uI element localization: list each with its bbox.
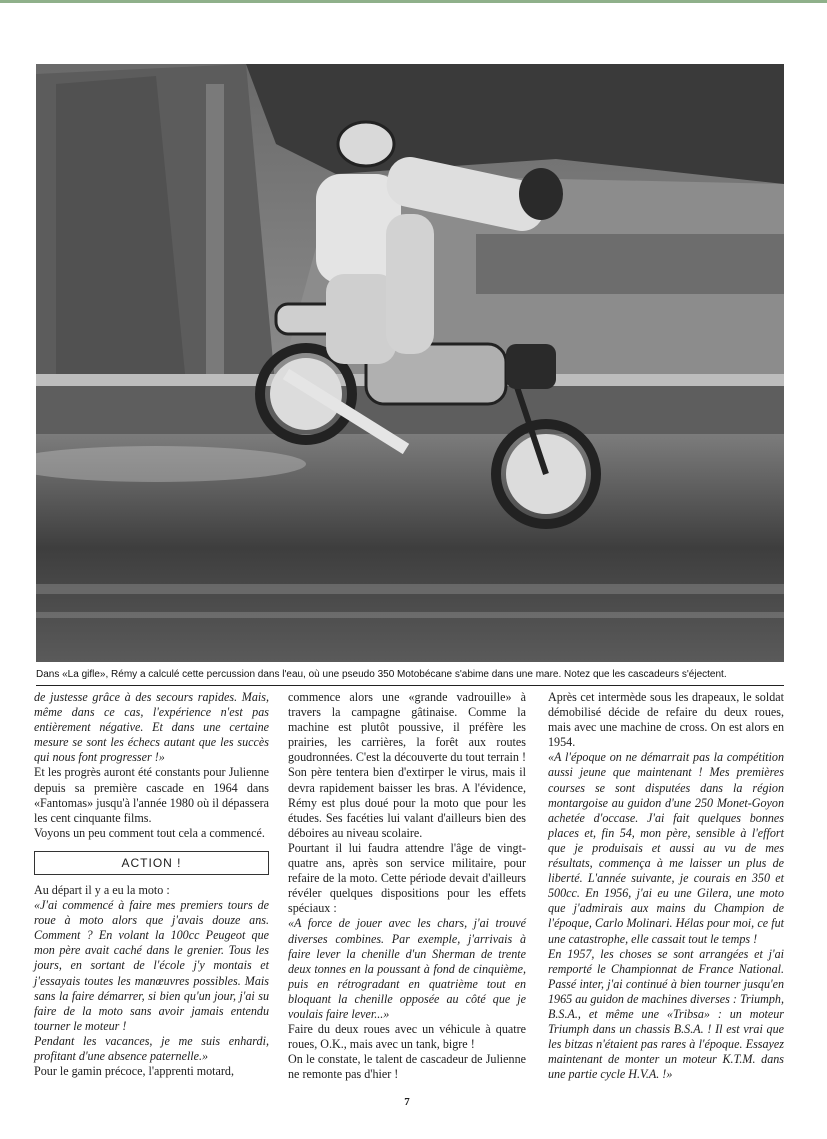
paragraph: Faire du deux roues avec un véhicule à quatre roues, O.K., mais avec un tank, bigre !: [288, 1022, 526, 1052]
paragraph: Au départ il y a eu la moto :: [34, 882, 170, 897]
page-number: 7: [404, 1096, 410, 1108]
quote-paragraph: En 1957, les choses se sont arrangées et j'ai remporté le Championnat de France National. Passé inter, j'ai continué à bien tourner jusqu'en 1965 au guidon de machines diverses : Triumph, B.S.A., et même une «Tribsa» : un moteur Triumph dans un chassis B.S.A. ! Il est vrai que les bitzas n'étaient pas rares à l'époque. Essayez maintenant de monter un moteur K.T.M. dans une partie cycle H.V.A. !»: [548, 946, 784, 1082]
caption-rule: [36, 685, 784, 686]
stunt-photo: [36, 64, 784, 662]
column-3: [548, 690, 784, 1082]
quote-paragraph: «A l'époque on ne démarrait pas la compétition aussi jeune que maintenant ! Mes premières courses se sont disputées dans la région montargoise au guidon d'une 250 Monet-Goyon achetée d'occase. J'ai fait quelques bonnes places et, fin 54, mon père, sensible à l'effort que je produisais et aussi au vu de mes résultats, commença à me laisser un plus de liberté. L'année suivante, je courais en 350 et 500cc. En 1956, j'ai eu une Gilera, une moto que j'admirais aux mains du Champion de l'époque, Carlo Molinari. Hélas pour moi, ce fut une catastrophe, elle cassait tout le temps !: [548, 750, 784, 946]
column-2: [288, 690, 526, 1082]
paragraph: Après cet intermède sous les drapeaux, le soldat démobilisé décide de refaire du deux roues, mais avec une machine de cross. On est alors en 1954.: [548, 690, 784, 750]
paragraph: de justesse grâce à des secours rapides. Mais, même dans ce cas, l'expérience n'est pas entièrement négative. Et dans une certaine mesure se sont les échecs autant que les succès qui nous font progresser !»: [34, 690, 269, 765]
quote-paragraph: Pendant les vacances, je me suis enhardi, profitant d'une absence paternelle.»: [34, 1033, 269, 1063]
section-heading: ACTION !: [34, 851, 269, 875]
column-1: [34, 690, 269, 1079]
paragraph: Voyons un peu comment tout cela a commencé.: [34, 825, 265, 840]
paragraph: Et les progrès auront été constants pour Julienne depuis sa première cascade en 1964 dans «Fantomas» jusqu'à l'année 1980 où il dépassera les cent cinquante films.: [34, 765, 269, 825]
photo-caption: Dans «La gifle», Rémy a calculé cette percussion dans l'eau, où une pseudo 350 Motobécane s'abime dans une mare. Notez que les cascadeurs s'éjectent.: [36, 669, 727, 680]
quote-paragraph: «A force de jouer avec les chars, j'ai trouvé diverses combines. Par exemple, j'arrivais à faire lever la chenille d'un Sherman de trente deux tonnes en la poussant à fond de cinquième, puis en rétrogradant en quatrième tout en bloquant la chenille opposée au côté que je voulais faire lever...»: [288, 916, 526, 1021]
paragraph: Pourtant il lui faudra attendre l'âge de vingt-quatre ans, après son service militaire, pour refaire de la moto. Cette période devait d'ailleurs révéler quelques dispositions pour les effets spéciaux :: [288, 840, 526, 916]
top-border: [0, 0, 827, 3]
paragraph: Pour le gamin précoce, l'apprenti motard,: [34, 1064, 234, 1079]
quote-paragraph: «J'ai commencé à faire mes premiers tours de roue à moto alors que j'avais douze ans. Comment ? En volant la 100cc Peugeot que mon père avait caché dans le grenier. Tous les jours, en sortant de l'école j'y montais et j'essayais toutes les manœuvres possibles. Mais sans la faire démarrer, si bien qu'un jour, j'ai su faire de la moto sans avoir jamais entendu tourner le moteur !: [34, 898, 269, 1033]
paragraph: On le constate, le talent de cascadeur de Julienne ne remonte pas d'hier !: [288, 1052, 526, 1082]
paragraph: commence alors une «grande vadrouille» à travers la campagne gâtinaise. Comme la machine est plutôt poussive, il préfère les prairies, les carrières, la forêt aux routes goudronnées. C'est la découverte du tout terrain ! Son père tentera bien d'extirper le virus, mais il devra rapidement baisser les bras. A l'évidence, Rémy est plus doué pour la moto que pour les études. Ses facéties lui valant d'ailleurs bien des déboires au niveau scolaire.: [288, 690, 526, 840]
